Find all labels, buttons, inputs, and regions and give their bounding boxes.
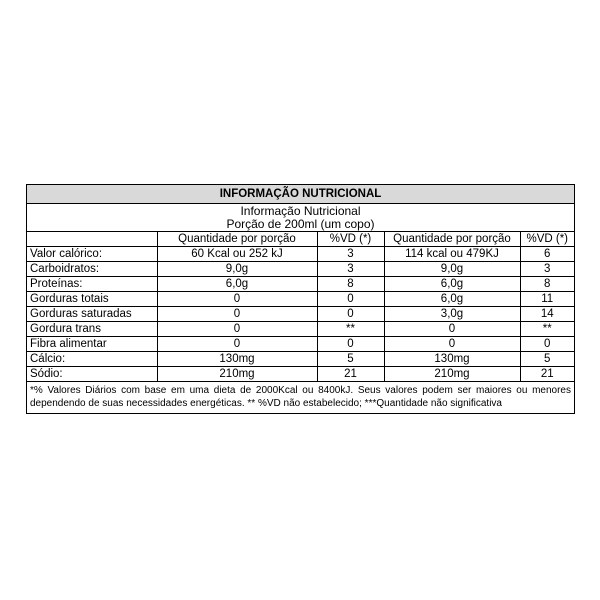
amount-cell: 210mg: [384, 367, 520, 382]
amount-cell: 210mg: [157, 367, 317, 382]
footnote: *% Valores Diários com base em uma dieta de 2000Kcal ou 8400kJ. Seus valores podem ser maiores ou menores dependendo de suas necessidades energéticas. ** %VD não estabelecido; ***Quantidade não significativa: [27, 381, 574, 413]
nutrient-name: Cálcio:: [27, 352, 157, 367]
table-row: [27, 337, 574, 352]
dv-cell: **: [317, 322, 384, 337]
amount-cell: 0: [384, 322, 520, 337]
amount-cell: 0: [384, 337, 520, 352]
serving-size: Porção de 200ml (um copo): [226, 217, 375, 231]
nutrient-name: Gorduras totais: [27, 292, 157, 307]
table-row: [27, 307, 574, 322]
table-row: [27, 352, 574, 367]
nutrient-name: Carboidratos:: [27, 262, 157, 277]
amount-cell: 6,0g: [384, 292, 520, 307]
dv-cell: 3: [317, 262, 384, 277]
table-row: [27, 262, 574, 277]
nutrition-table: [27, 231, 574, 381]
amount-cell: 60 Kcal ou 252 kJ: [157, 247, 317, 262]
amount-cell: 6,0g: [157, 277, 317, 292]
dv-cell: 0: [317, 307, 384, 322]
dv-cell: 6: [520, 247, 574, 262]
dv-cell: 21: [520, 367, 574, 382]
table-header-row: [27, 232, 574, 247]
dv-cell: 8: [317, 277, 384, 292]
table-row: [27, 292, 574, 307]
table-row: [27, 277, 574, 292]
dv-cell: 5: [520, 352, 574, 367]
amount-cell: 9,0g: [157, 262, 317, 277]
nutrient-name: Proteínas:: [27, 277, 157, 292]
amount-cell: 0: [157, 307, 317, 322]
header-cell: %VD (*): [520, 232, 574, 247]
dv-cell: 11: [520, 292, 574, 307]
subtitle-line-1: Informação Nutricional: [240, 204, 361, 218]
amount-cell: 114 kcal ou 479KJ: [384, 247, 520, 262]
dv-cell: 21: [317, 367, 384, 382]
amount-cell: 6,0g: [384, 277, 520, 292]
amount-cell: 0: [157, 322, 317, 337]
dv-cell: 0: [520, 337, 574, 352]
dv-cell: 3: [317, 247, 384, 262]
dv-cell: 3: [520, 262, 574, 277]
amount-cell: 0: [157, 292, 317, 307]
dv-cell: 5: [317, 352, 384, 367]
dv-cell: 14: [520, 307, 574, 322]
amount-cell: 130mg: [384, 352, 520, 367]
nutrient-name: Sódio:: [27, 367, 157, 382]
header-cell: [27, 232, 157, 247]
amount-cell: 3,0g: [384, 307, 520, 322]
nutrient-name: Valor calórico:: [27, 247, 157, 262]
amount-cell: 9,0g: [384, 262, 520, 277]
header-cell: Quantidade por porção: [157, 232, 317, 247]
header-cell: Quantidade por porção: [384, 232, 520, 247]
nutrient-name: Gordura trans: [27, 322, 157, 337]
dv-cell: **: [520, 322, 574, 337]
dv-cell: 0: [317, 337, 384, 352]
header-cell: %VD (*): [317, 232, 384, 247]
dv-cell: 0: [317, 292, 384, 307]
label-title: INFORMAÇÃO NUTRICIONAL: [27, 185, 574, 204]
label-subtitle: [27, 204, 574, 231]
amount-cell: 130mg: [157, 352, 317, 367]
table-row: [27, 367, 574, 382]
table-row: [27, 247, 574, 262]
nutrient-name: Gorduras saturadas: [27, 307, 157, 322]
nutrition-facts-label: [26, 184, 575, 414]
nutrient-name: Fibra alimentar: [27, 337, 157, 352]
dv-cell: 8: [520, 277, 574, 292]
table-row: [27, 322, 574, 337]
amount-cell: 0: [157, 337, 317, 352]
